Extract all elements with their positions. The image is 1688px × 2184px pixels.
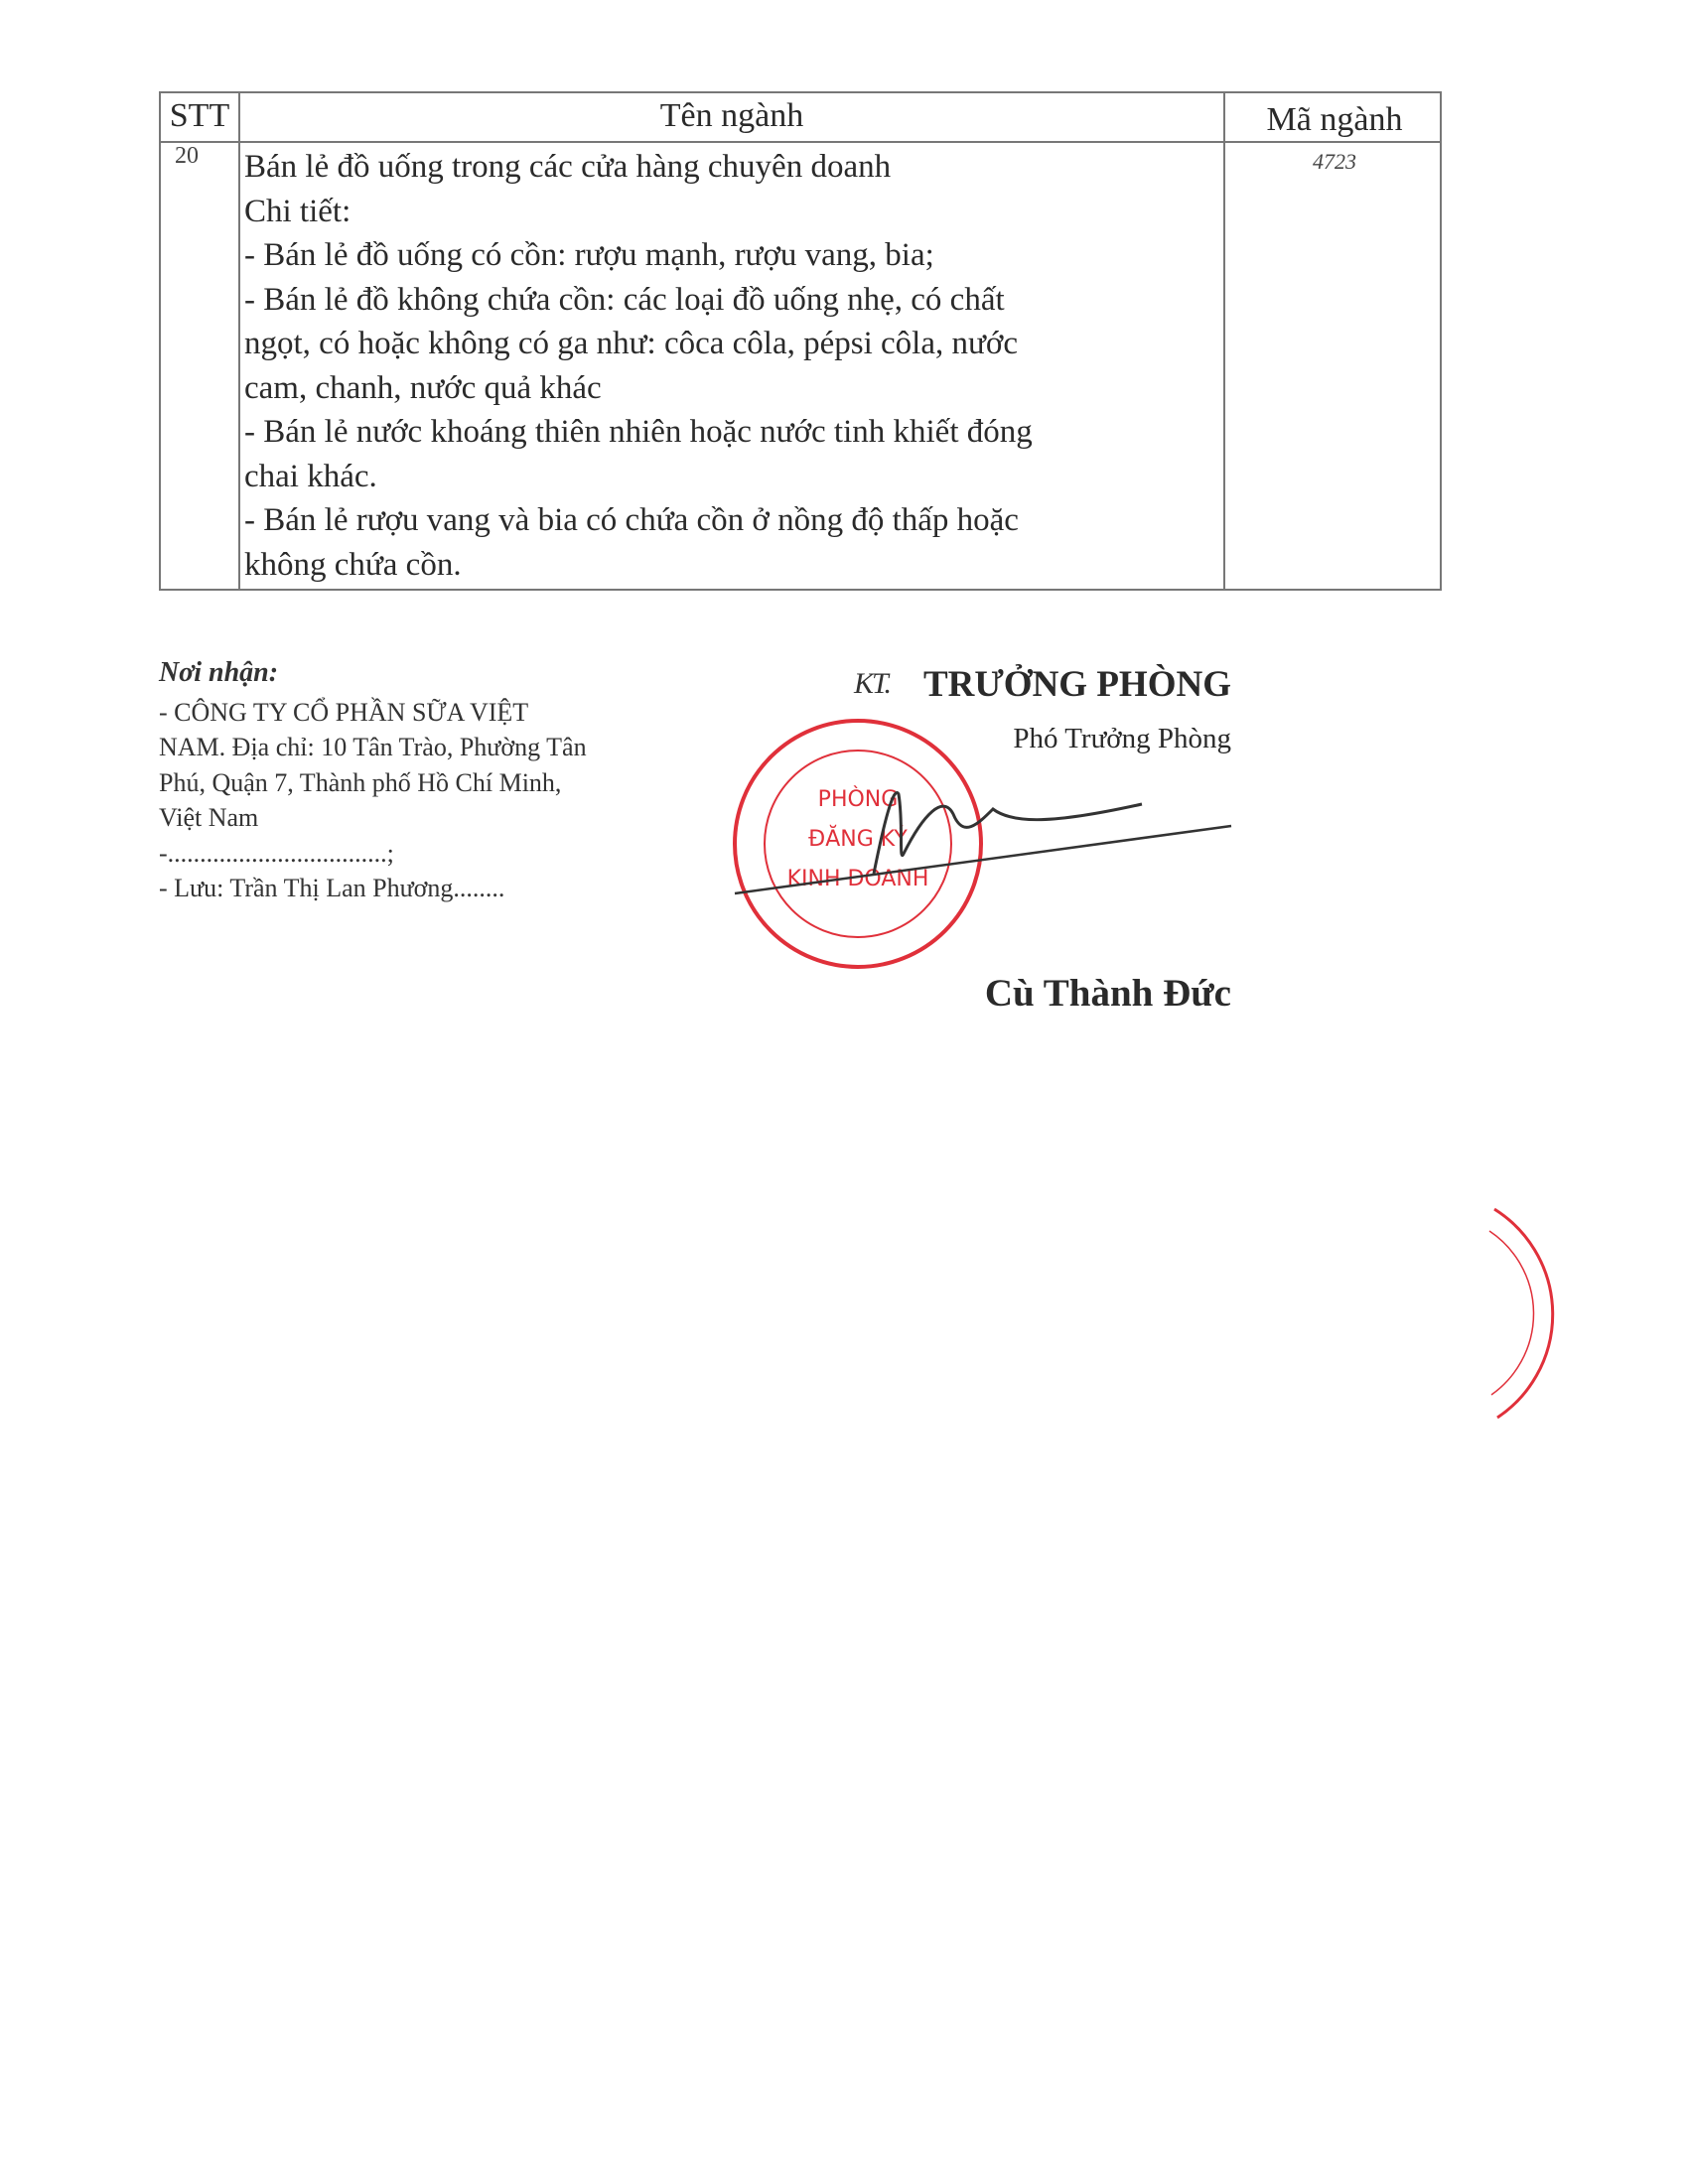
description-line: - Bán lẻ đồ uống có cồn: rượu mạnh, rượu vang, bia; [244, 237, 934, 273]
row-stt: 20 [175, 143, 199, 169]
header-code: Mã ngành [1266, 101, 1403, 138]
recipients-heading: Nơi nhận: [159, 657, 279, 688]
header-name: Tên ngành [659, 97, 804, 134]
signatory-prefix: KT. [854, 667, 890, 700]
signatory-title: TRƯỞNG PHÒNG [922, 664, 1231, 705]
official-stamp [735, 721, 981, 967]
recipient-line: - Lưu: Trần Thị Lan Phương........ [159, 874, 505, 902]
description-line: Chi tiết: [244, 193, 352, 229]
recipient-line: Phú, Quận 7, Thành phố Hồ Chí Minh, [159, 767, 562, 797]
recipient-line: Việt Nam [159, 803, 259, 832]
header-stt: STT [169, 97, 230, 134]
description-line: - Bán lẻ nước khoáng thiên nhiên hoặc nước tinh khiết đóng [244, 414, 1033, 450]
description-line: chai khác. [244, 458, 377, 494]
svg-text:KINH DOANH: KINH DOANH [786, 867, 929, 891]
description-line: cam, chanh, nước quả khác [244, 369, 602, 406]
signatory-subtitle: Phó Trưởng Phòng [1013, 723, 1231, 754]
row-code: 4723 [1313, 149, 1356, 174]
recipient-line: - CÔNG TY CỔ PHẦN SỮA VIỆT [159, 697, 529, 727]
partial-stamp-edge [1489, 1209, 1553, 1418]
recipient-line: NAM. Địa chỉ: 10 Tân Trào, Phường Tân [159, 733, 587, 761]
description-line: Bán lẻ đồ uống trong các cửa hàng chuyên doanh [244, 149, 892, 185]
description-line: - Bán lẻ đồ không chứa cồn: các loại đồ uống nhẹ, có chất [244, 281, 1005, 318]
svg-text:ĐĂNG KÝ: ĐĂNG KÝ [808, 827, 908, 852]
signatory-name: Cù Thành Đức [984, 972, 1231, 1015]
description-line: - Bán lẻ rượu vang và bia có chứa cồn ở nồng độ thấp hoặc [244, 502, 1019, 538]
description-line: không chứa cồn. [244, 546, 462, 583]
svg-text:PHÒNG: PHÒNG [817, 787, 899, 812]
recipient-line: -..................................; [159, 838, 394, 868]
description-line: ngọt, có hoặc không có ga như: côca côla, pépsi côla, nước [244, 326, 1018, 361]
